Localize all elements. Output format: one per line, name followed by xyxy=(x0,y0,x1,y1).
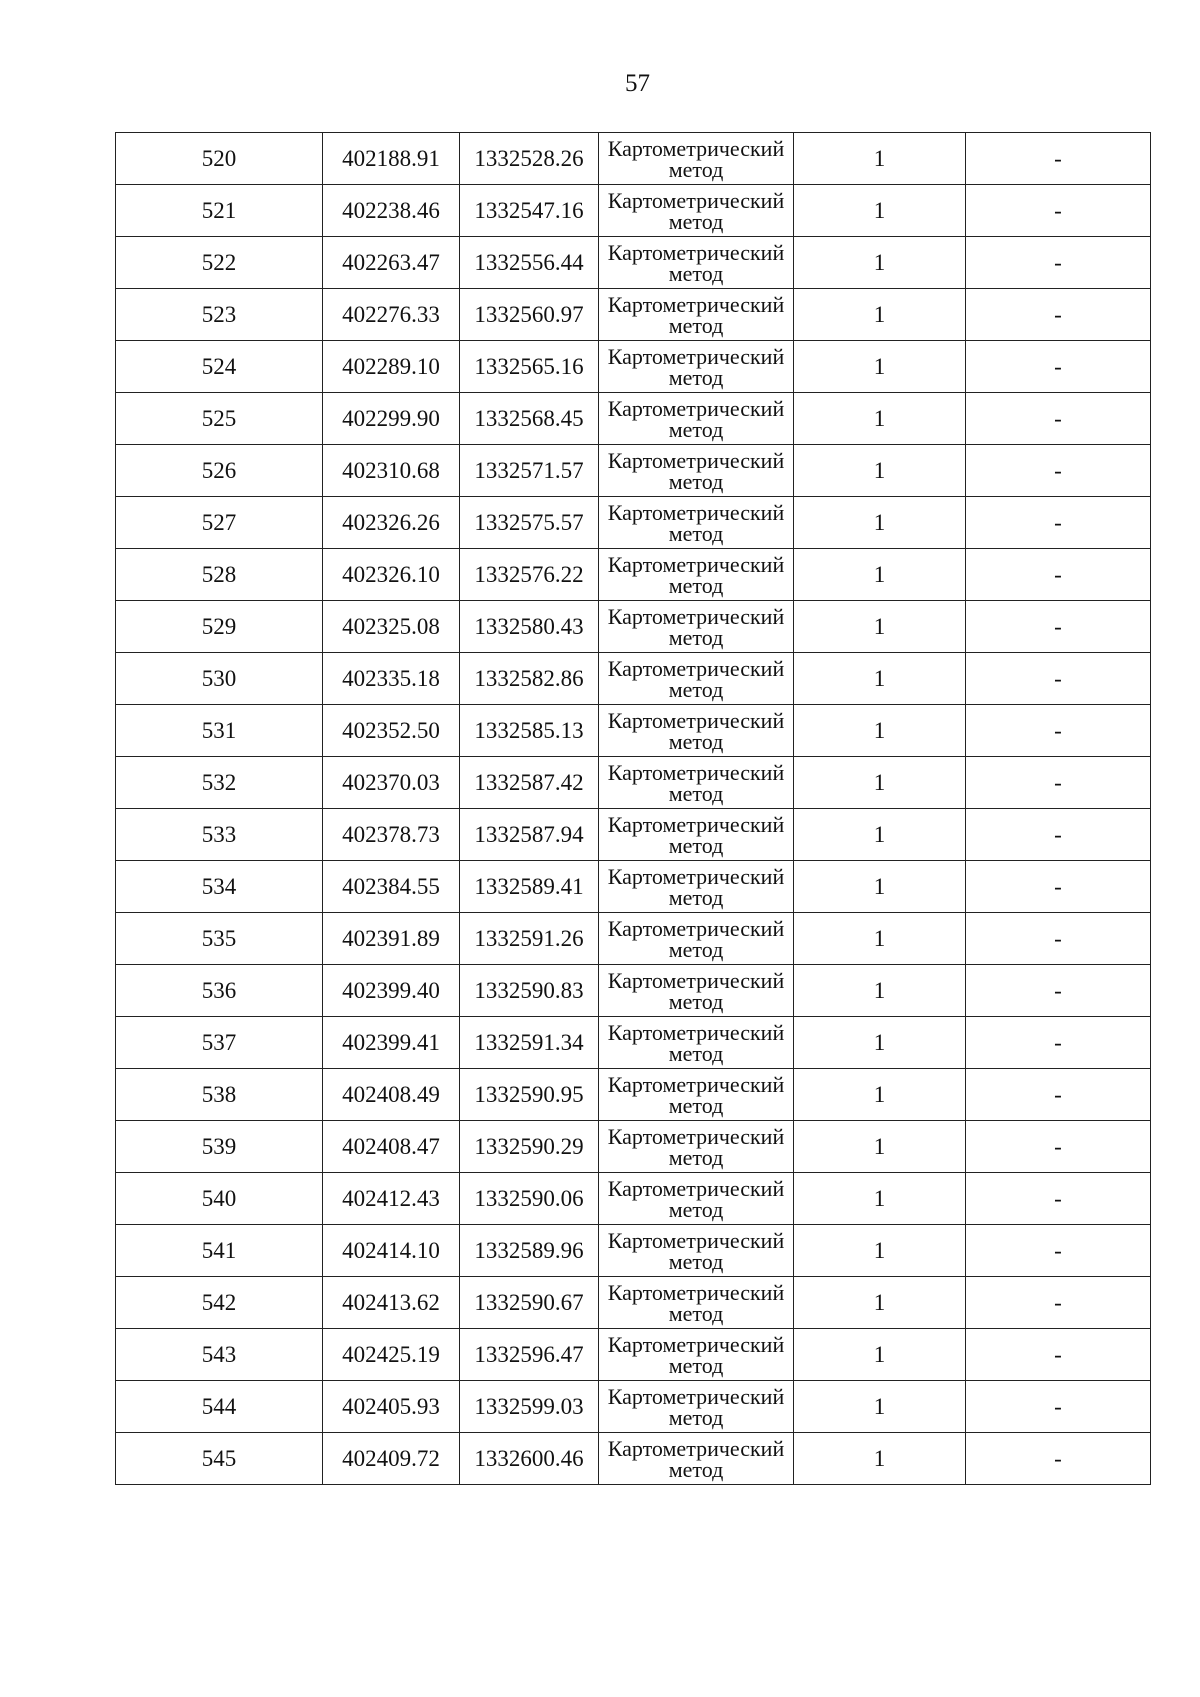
note-cell: - xyxy=(966,1381,1151,1433)
note-cell: - xyxy=(966,1121,1151,1173)
note-cell: - xyxy=(966,497,1151,549)
y-coordinate-cell: 1332528.26 xyxy=(460,133,599,185)
y-coordinate-cell: 1332582.86 xyxy=(460,653,599,705)
x-coordinate-cell: 402425.19 xyxy=(323,1329,460,1381)
method-line-1: Картометрический xyxy=(607,967,785,993)
point-number-cell: 543 xyxy=(116,1329,323,1381)
note-cell: - xyxy=(966,393,1151,445)
method-cell xyxy=(599,1173,794,1225)
method-cell xyxy=(599,549,794,601)
accuracy-cell: 1 xyxy=(794,1121,966,1173)
method-line-2: метод xyxy=(668,1456,724,1482)
table-row xyxy=(116,601,1151,653)
method-line-1: Картометрический xyxy=(607,291,785,317)
x-coordinate-cell: 402399.40 xyxy=(323,965,460,1017)
y-coordinate-cell: 1332585.13 xyxy=(460,705,599,757)
y-coordinate-cell: 1332580.43 xyxy=(460,601,599,653)
note-cell: - xyxy=(966,757,1151,809)
accuracy-cell: 1 xyxy=(794,705,966,757)
method-line-2: метод xyxy=(668,312,724,338)
point-number-cell: 525 xyxy=(116,393,323,445)
y-coordinate-cell: 1332600.46 xyxy=(460,1433,599,1485)
table-row xyxy=(116,237,1151,289)
y-coordinate-cell: 1332556.44 xyxy=(460,237,599,289)
y-coordinate-cell: 1332576.22 xyxy=(460,549,599,601)
method-line-2: метод xyxy=(668,1144,724,1170)
table-row xyxy=(116,549,1151,601)
accuracy-cell: 1 xyxy=(794,601,966,653)
method-cell xyxy=(599,601,794,653)
note-cell: - xyxy=(966,1329,1151,1381)
note-cell: - xyxy=(966,705,1151,757)
point-number-cell: 527 xyxy=(116,497,323,549)
table-row xyxy=(116,1069,1151,1121)
point-number-cell: 526 xyxy=(116,445,323,497)
note-cell: - xyxy=(966,341,1151,393)
accuracy-cell: 1 xyxy=(794,1173,966,1225)
accuracy-cell: 1 xyxy=(794,1433,966,1485)
y-coordinate-cell: 1332590.29 xyxy=(460,1121,599,1173)
method-cell xyxy=(599,185,794,237)
method-cell xyxy=(599,861,794,913)
x-coordinate-cell: 402408.47 xyxy=(323,1121,460,1173)
y-coordinate-cell: 1332590.83 xyxy=(460,965,599,1017)
method-line-2: метод xyxy=(668,832,724,858)
method-line-1: Картометрический xyxy=(607,1331,785,1357)
accuracy-cell: 1 xyxy=(794,653,966,705)
method-line-2: метод xyxy=(668,936,724,962)
table-row xyxy=(116,445,1151,497)
table-row xyxy=(116,913,1151,965)
method-line-1: Картометрический xyxy=(607,603,785,629)
point-number-cell: 534 xyxy=(116,861,323,913)
y-coordinate-cell: 1332590.06 xyxy=(460,1173,599,1225)
method-line-2: метод xyxy=(668,1092,724,1118)
x-coordinate-cell: 402384.55 xyxy=(323,861,460,913)
accuracy-cell: 1 xyxy=(794,913,966,965)
method-line-1: Картометрический xyxy=(607,1383,785,1409)
method-line-2: метод xyxy=(668,468,724,494)
accuracy-cell: 1 xyxy=(794,185,966,237)
method-line-1: Картометрический xyxy=(607,551,785,577)
method-line-2: метод xyxy=(668,1352,724,1378)
accuracy-cell: 1 xyxy=(794,341,966,393)
method-line-2: метод xyxy=(668,364,724,390)
x-coordinate-cell: 402409.72 xyxy=(323,1433,460,1485)
x-coordinate-cell: 402263.47 xyxy=(323,237,460,289)
method-line-1: Картометрический xyxy=(607,707,785,733)
note-cell: - xyxy=(966,913,1151,965)
accuracy-cell: 1 xyxy=(794,1277,966,1329)
y-coordinate-cell: 1332596.47 xyxy=(460,1329,599,1381)
x-coordinate-cell: 402188.91 xyxy=(323,133,460,185)
note-cell: - xyxy=(966,965,1151,1017)
method-cell xyxy=(599,393,794,445)
method-line-2: метод xyxy=(668,416,724,442)
method-line-1: Картометрический xyxy=(607,135,785,161)
accuracy-cell: 1 xyxy=(794,289,966,341)
note-cell: - xyxy=(966,601,1151,653)
point-number-cell: 542 xyxy=(116,1277,323,1329)
note-cell: - xyxy=(966,289,1151,341)
point-number-cell: 536 xyxy=(116,965,323,1017)
table-row xyxy=(116,1121,1151,1173)
point-number-cell: 531 xyxy=(116,705,323,757)
point-number-cell: 530 xyxy=(116,653,323,705)
method-line-1: Картометрический xyxy=(607,499,785,525)
method-cell xyxy=(599,133,794,185)
x-coordinate-cell: 402289.10 xyxy=(323,341,460,393)
method-line-1: Картометрический xyxy=(607,447,785,473)
point-number-cell: 520 xyxy=(116,133,323,185)
table-row xyxy=(116,341,1151,393)
y-coordinate-cell: 1332590.95 xyxy=(460,1069,599,1121)
method-line-2: метод xyxy=(668,260,724,286)
method-line-1: Картометрический xyxy=(607,1071,785,1097)
method-cell xyxy=(599,653,794,705)
method-cell xyxy=(599,445,794,497)
note-cell: - xyxy=(966,1277,1151,1329)
table-row xyxy=(116,185,1151,237)
x-coordinate-cell: 402352.50 xyxy=(323,705,460,757)
method-line-2: метод xyxy=(668,1196,724,1222)
point-number-cell: 540 xyxy=(116,1173,323,1225)
x-coordinate-cell: 402276.33 xyxy=(323,289,460,341)
point-number-cell: 539 xyxy=(116,1121,323,1173)
note-cell: - xyxy=(966,549,1151,601)
point-number-cell: 529 xyxy=(116,601,323,653)
table-row xyxy=(116,809,1151,861)
method-line-1: Картометрический xyxy=(607,759,785,785)
y-coordinate-cell: 1332568.45 xyxy=(460,393,599,445)
note-cell: - xyxy=(966,133,1151,185)
method-line-1: Картометрический xyxy=(607,655,785,681)
method-line-1: Картометрический xyxy=(607,1175,785,1201)
method-line-1: Картометрический xyxy=(607,395,785,421)
method-line-1: Картометрический xyxy=(607,1019,785,1045)
y-coordinate-cell: 1332560.97 xyxy=(460,289,599,341)
note-cell: - xyxy=(966,1173,1151,1225)
point-number-cell: 535 xyxy=(116,913,323,965)
point-number-cell: 521 xyxy=(116,185,323,237)
note-cell: - xyxy=(966,1017,1151,1069)
table-row xyxy=(116,393,1151,445)
table-row xyxy=(116,965,1151,1017)
x-coordinate-cell: 402370.03 xyxy=(323,757,460,809)
x-coordinate-cell: 402378.73 xyxy=(323,809,460,861)
table-row xyxy=(116,1433,1151,1485)
method-cell xyxy=(599,1277,794,1329)
method-cell xyxy=(599,1381,794,1433)
method-line-1: Картометрический xyxy=(607,1279,785,1305)
method-cell xyxy=(599,1017,794,1069)
y-coordinate-cell: 1332571.57 xyxy=(460,445,599,497)
method-cell xyxy=(599,237,794,289)
method-line-1: Картометрический xyxy=(607,343,785,369)
method-cell xyxy=(599,1433,794,1485)
accuracy-cell: 1 xyxy=(794,757,966,809)
method-line-1: Картометрический xyxy=(607,239,785,265)
accuracy-cell: 1 xyxy=(794,1225,966,1277)
note-cell: - xyxy=(966,1069,1151,1121)
table-row xyxy=(116,133,1151,185)
point-number-cell: 532 xyxy=(116,757,323,809)
x-coordinate-cell: 402326.26 xyxy=(323,497,460,549)
note-cell: - xyxy=(966,445,1151,497)
point-number-cell: 522 xyxy=(116,237,323,289)
method-line-2: метод xyxy=(668,156,724,182)
method-line-1: Картометрический xyxy=(607,1435,785,1461)
coordinates-table xyxy=(115,132,1151,1485)
table-row xyxy=(116,757,1151,809)
method-cell xyxy=(599,1225,794,1277)
table-row xyxy=(116,497,1151,549)
accuracy-cell: 1 xyxy=(794,445,966,497)
x-coordinate-cell: 402326.10 xyxy=(323,549,460,601)
method-line-2: метод xyxy=(668,208,724,234)
y-coordinate-cell: 1332587.94 xyxy=(460,809,599,861)
method-cell xyxy=(599,809,794,861)
x-coordinate-cell: 402408.49 xyxy=(323,1069,460,1121)
point-number-cell: 533 xyxy=(116,809,323,861)
point-number-cell: 528 xyxy=(116,549,323,601)
page-number: 57 xyxy=(625,70,650,97)
method-line-2: метод xyxy=(668,572,724,598)
table-row xyxy=(116,1381,1151,1433)
method-line-1: Картометрический xyxy=(607,811,785,837)
table-row xyxy=(116,653,1151,705)
table-row xyxy=(116,289,1151,341)
table-row xyxy=(116,1225,1151,1277)
y-coordinate-cell: 1332589.41 xyxy=(460,861,599,913)
point-number-cell: 524 xyxy=(116,341,323,393)
accuracy-cell: 1 xyxy=(794,965,966,1017)
accuracy-cell: 1 xyxy=(794,1329,966,1381)
table-row xyxy=(116,1173,1151,1225)
method-line-2: метод xyxy=(668,728,724,754)
method-line-2: метод xyxy=(668,780,724,806)
point-number-cell: 544 xyxy=(116,1381,323,1433)
method-line-2: метод xyxy=(668,1404,724,1430)
x-coordinate-cell: 402391.89 xyxy=(323,913,460,965)
method-cell xyxy=(599,1329,794,1381)
accuracy-cell: 1 xyxy=(794,497,966,549)
method-line-2: метод xyxy=(668,988,724,1014)
method-cell xyxy=(599,1069,794,1121)
method-line-1: Картометрический xyxy=(607,915,785,941)
table-body xyxy=(116,133,1151,1485)
method-cell xyxy=(599,757,794,809)
table-row xyxy=(116,861,1151,913)
method-line-2: метод xyxy=(668,520,724,546)
point-number-cell: 523 xyxy=(116,289,323,341)
point-number-cell: 537 xyxy=(116,1017,323,1069)
x-coordinate-cell: 402310.68 xyxy=(323,445,460,497)
method-line-1: Картометрический xyxy=(607,863,785,889)
accuracy-cell: 1 xyxy=(794,549,966,601)
table-row xyxy=(116,1277,1151,1329)
x-coordinate-cell: 402325.08 xyxy=(323,601,460,653)
table-row xyxy=(116,705,1151,757)
method-line-1: Картометрический xyxy=(607,1227,785,1253)
method-line-2: метод xyxy=(668,624,724,650)
method-line-1: Картометрический xyxy=(607,187,785,213)
method-line-1: Картометрический xyxy=(607,1123,785,1149)
y-coordinate-cell: 1332590.67 xyxy=(460,1277,599,1329)
accuracy-cell: 1 xyxy=(794,861,966,913)
note-cell: - xyxy=(966,1225,1151,1277)
note-cell: - xyxy=(966,1433,1151,1485)
method-cell xyxy=(599,705,794,757)
accuracy-cell: 1 xyxy=(794,1017,966,1069)
y-coordinate-cell: 1332587.42 xyxy=(460,757,599,809)
note-cell: - xyxy=(966,809,1151,861)
method-line-2: метод xyxy=(668,1300,724,1326)
method-cell xyxy=(599,1121,794,1173)
method-line-2: метод xyxy=(668,884,724,910)
accuracy-cell: 1 xyxy=(794,133,966,185)
accuracy-cell: 1 xyxy=(794,809,966,861)
table-row xyxy=(116,1017,1151,1069)
x-coordinate-cell: 402413.62 xyxy=(323,1277,460,1329)
note-cell: - xyxy=(966,237,1151,289)
method-line-2: метод xyxy=(668,1248,724,1274)
method-cell xyxy=(599,965,794,1017)
y-coordinate-cell: 1332547.16 xyxy=(460,185,599,237)
accuracy-cell: 1 xyxy=(794,393,966,445)
note-cell: - xyxy=(966,861,1151,913)
method-line-2: метод xyxy=(668,676,724,702)
method-line-2: метод xyxy=(668,1040,724,1066)
x-coordinate-cell: 402412.43 xyxy=(323,1173,460,1225)
note-cell: - xyxy=(966,653,1151,705)
point-number-cell: 545 xyxy=(116,1433,323,1485)
x-coordinate-cell: 402299.90 xyxy=(323,393,460,445)
y-coordinate-cell: 1332575.57 xyxy=(460,497,599,549)
y-coordinate-cell: 1332591.26 xyxy=(460,913,599,965)
point-number-cell: 538 xyxy=(116,1069,323,1121)
x-coordinate-cell: 402414.10 xyxy=(323,1225,460,1277)
method-cell xyxy=(599,497,794,549)
y-coordinate-cell: 1332589.96 xyxy=(460,1225,599,1277)
method-cell xyxy=(599,289,794,341)
note-cell: - xyxy=(966,185,1151,237)
x-coordinate-cell: 402399.41 xyxy=(323,1017,460,1069)
accuracy-cell: 1 xyxy=(794,237,966,289)
x-coordinate-cell: 402335.18 xyxy=(323,653,460,705)
method-cell xyxy=(599,341,794,393)
accuracy-cell: 1 xyxy=(794,1381,966,1433)
method-cell xyxy=(599,913,794,965)
x-coordinate-cell: 402405.93 xyxy=(323,1381,460,1433)
point-number-cell: 541 xyxy=(116,1225,323,1277)
y-coordinate-cell: 1332565.16 xyxy=(460,341,599,393)
x-coordinate-cell: 402238.46 xyxy=(323,185,460,237)
table-row xyxy=(116,1329,1151,1381)
y-coordinate-cell: 1332591.34 xyxy=(460,1017,599,1069)
y-coordinate-cell: 1332599.03 xyxy=(460,1381,599,1433)
accuracy-cell: 1 xyxy=(794,1069,966,1121)
